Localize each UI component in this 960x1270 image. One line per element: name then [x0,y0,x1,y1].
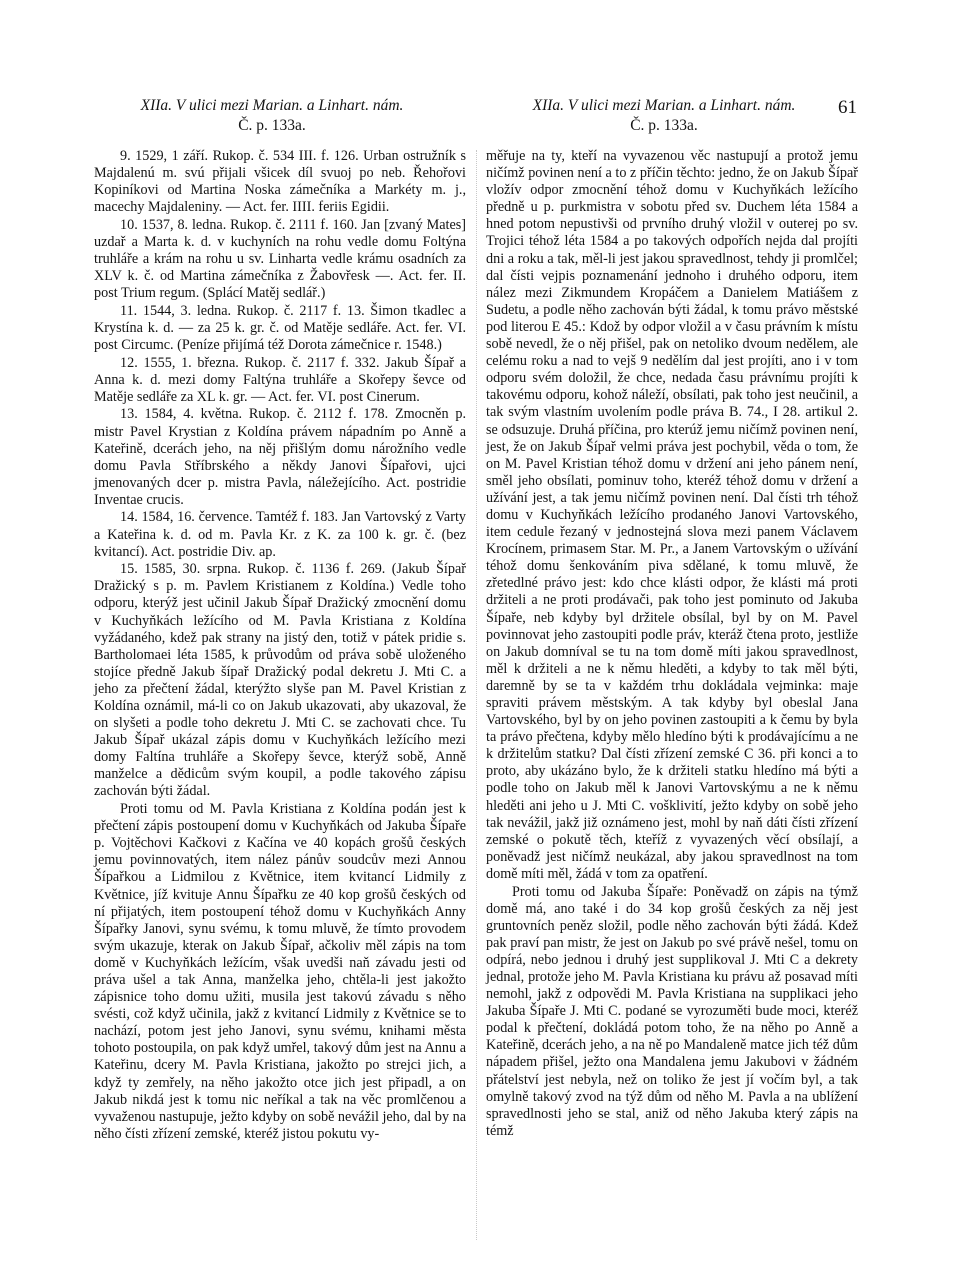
entry-12: 12. 1555, 1. března. Rukop. č. 2117 f. 332. Jakub Šípař a Anna k. d. mezi domy Faltýna truhláře a Skořepy ševce od Matěje sedláře za XL k. gr. — Act. fer. VI. post Cinerum. [94,354,466,405]
running-head-right [484,96,844,136]
right-column [486,148,858,1140]
paragraph-proti-tomu-sipar: Proti tomu od Jakuba Šípaře: Poněvadž on zápis na týmž domě má, ano také i do 34 kop grošů českých za něj jest gruntovních peněz složil, podle něho zachován býti žádá. Kdež pak praví pan mistr, že jest on Jakub po své právě nešel, tomu on odpírá, nebo jednou i druhý jest supplikoval J. Mti C a dekrety jednal, protože jeho M. Pavla Kristiana ku právu až posavad míti nemohl, jakž z odpovědi M. Pavla Kristiana na supplikaci jeho Jakuba Šípaře J. Mti C. podané se vyrozuměti bude moci, kteréž podal k přečtení, dokládá potom toho, že na něho po Anně a Kateřině, dcerách jeho, a na ně po Mandaleně matce jich též dům nápadem přišel, ježto ona Mandalena jemu Jakubovi v žádném přátelství jest nebyla, než on toliko že jest jí vočím byl, a tak omylně takový zvod na týž dům od něho M. Pavla a na ublížení spravedlnosti jeho se stal, aniž od něho Jakuba který zápis na témž [486,883,858,1139]
paragraph-continuation: měřuje na ty, kteří na vyvazenou věc nastupují a protož jemu ničímž povinen není a to z příčin těchto: jedno, že on Jakub Šípař vložív odpor zmocnění téhož domu v Kuchyňkách ležícího předně u p. purkmistra v sobotu před sv. Duchem léta 1584 a hned potom nepustivši od prvního druhý vložil v outerej po sv. Trojici téhož léta 1584 a po takových odpořích nejda dal projíti dni a roku a tak, měl-li jest jakou spravedlnost, tehdy ji promlčel; dal čísti vejpis poznamenání jednoho i druhého odporu, item nález mezi Zikmundem Kropáčem a Danielem Matiášem z Sudetu, a podle něho zachován býti žádal, k tomu právo městské pod literou E 45.: Kdož by odpor vložil a v času právním k místu sobě nevedl, že o něj přišel, pak on netoliko dvoum nedělem, ale celému roku a nad to vejš 9 nedělím dal jest projíti, ano i v tom odporu svém doložil, že chce, nedada času právnímu projíti k takovému odporu, kohož náleží, obsílati, pak toho jest neučinil, a tak svým vlastním uvolením podle práva B. 74., I 28. artikul 2. se odsuzuje. Druhá příčina, pro kterúž jemu ničímž povinen není, jest, že on Jakub Šípař velmi práva jest pochybil, věda o tom, že on M. Pavel Kristian téhož domu v držení ani jeho pánem není, směl jeho obsílati, pominuv toho, kteréž téhož domu v držení a užívání jest, a tak jemu ničímž povinen není. Dal čísti trh téhož domu v Kuchyňkách ležícího prodaného Janovi Vartovského, item cedule řezaný v jednostejná slova mezi panem Václavem Krocínem, primasem Star. M. Pr., a Janem Vartovským o užívání téhož domu šenkováním piva sdělané, k tomu mluvě, že zřetedlné právo jest: kdo chce klásti odpor, že klásti má proti držiteli a ne proti prodávači, pak toho jest pominuto od Jakuba Šípaře, neb kdyby byl držitele obsílal, byl by on M. Pavel povinnovat jeho zastoupiti podle práv, kteráž čtena proto, jestliže on Jakub domníval se tu na tom domě míti jakou spravedlnost, měl k držiteli a ne k němu hleděti, a kdyby to tak měl býti, daremně by se ta v každém trhu dokládala vejminka: maje spraviti právem městským. A tak kdyby byl obeslal Jana Vartovského, byl by on jeho povinen zastoupiti a k čemu by byla ta právo přečtena, kdyby mělo hledíno býti k prodávajícímu a ne k držitelům statku? Dal čísti zřízení zemské C 36. při konci a to proto, aby ukázáno bylo, že k držiteli statku hledíno má býti a podle toho on Jakub měl k Janovi Vartovskýmu a ne k němu hleděti ani jeho u J. Mti C. vošklivití, ježto kdyby on sobě jeho tak nevážil, jakž již oznámeno jest, mohl by naň dáti čísti zřízení zemské o pokutě těch, kteříž z vyvazených věcí obsílají, a poněvadž jest ničímž neukázal, aby jakou spravedlnost na tom domě míti měl, žádá v tom za opatření. [486,148,858,882]
page-header [0,96,960,144]
entry-11: 11. 1544, 3. ledna. Rukop. č. 2117 f. 13. Šimon tkadlec a Krystína k. d. — za 25 k. gr. č. od Matěje sedláře. Act. fer. VI. post Circumc. (Peníze přijímá též Dorota zámečnice r. 1548.) [94,302,466,354]
entry-10: 10. 1537, 8. ledna. Rukop. č. 2111 f. 160. Jan [zvaný Mates] uzdař a Marta k. d. v kuchyních na rohu vedle domu Foltýna truhláře a krám na rohu u sv. Linharta vedle krámu osadních za XLV k. č. od Martina zámečníka z Žabovřesk —. Act. fer. II. post Trium regum. (Splácí Matěj sedlář.) [94,216,466,302]
column-divider [476,150,477,1240]
page-number: 61 [838,97,857,118]
paragraph-proti-tomu-koldin: Proti tomu od M. Pavla Kristiana z Koldína podán jest k přečtení zápis postoupení domu v Kuchyňkách od Jakuba Šípaře p. Vojtěchovi Kačkovi z Kačína ve 40 kopách grošů českých jemu povinnovatých, item nález pánův soudcův mezi Annou Šípařkou a Lidmilou z Květnice, item kvitancí Lidmily z Květnice, jíž kvituje Annu Šípařku ze 40 kop grošů českých od ní přijatých, item postoupení téhož domu v Kuchyňkách Anny Šípařky Janovi, synu svému, k tomu mluvě, že tímto provodem svým ukazuje, kterak on Jakub Šípař, ačkoliv měl zápis na tom domě v Kuchyňkách ležícím, však uvedši naň závadu jesti od práva ušel a tak Anna, manželka jeho, chtěla-li jest jakožto zápisnice toho domu užiti, musila jest takovú závadu s něho svésti, což když učinila, jakž z kvitancí Lidmily z Květnice se to nachází, potom jest jeho Janovi, synu svému, knihami města tohoto postoupila, on pak když umřel, takový dům jest na Annu a Kateřinu, dcery M. Pavla Kristiana, jakožto po strejci jich, a když ty zemřely, na něho jakožto otce jich jest připadl, a on Jakub nikdá jest k tomu nic neříkal a tak na věc promlčenou a vyvaženou nastupuje, ježto kdyby on sobě nevážil jeho, dal by na něho čísti zřízení zemské, kteréž jistou pokutu vy- [94,801,466,1142]
entry-15: 15. 1585, 30. srpna. Rukop. č. 1136 f. 269. (Jakub Šípař Dražický s p. m. Pavlem Kristianem z Koldína.) Vedle toho odporu, kterýž jest učinil Jakub Šípař Dražický zmocnění domu v Kuchyňkách ležícího od M. Pavla Kristiana z Koldína vyžádaného, kdež pak strany na jistý den, totiž v pátek pridie s. Bartholomaei léta 1585, k průvodům od práva sobě uloženého stojíce předně Jakub šípař Dražický podal dekretu J. Mti C. a jeho za přečtení žádal, kterýžto slyše pan M. Pavel Kristian z Koldína oznámil, má-li co on Jakub ukazovati, aby ukazoval, že on slyšeti a podle toho dekretu J. Mti C. se zachovati chce. Tu Jakub Šípař ukázal zápis domu v Kuchyňkách ležícího mezi domy Faltína truhláře a Skořepy ševce, kterýž sobě, Anně manželce a dědicům svým koupil, a podle takového zápisu zachován býti žádal. [94,561,466,800]
entry-13: 13. 1584, 4. května. Rukop. č. 2112 f. 178. Zmocněn p. mistr Pavel Krystian z Koldína právem nápadním po Anně a Kateřině, dcerách jeho, na něj přišlým domu nárožního vedle domu Pavla Stříbrského a někdy Janovi Šípařovi, ujci jmenovaných dcer p. mistra Pavla, náležejícího. Act. postridie Inventae crucis. [94,406,466,508]
running-head-right-subtitle: Č. p. 133a. [630,117,698,134]
running-head-right-title: XIIa. V ulici mezi Marian. a Linhart. nám. [532,97,796,114]
running-head-left-title: XIIa. V ulici mezi Marian. a Linhart. nám. [140,97,404,114]
running-head-left-subtitle: Č. p. 133a. [238,117,306,134]
running-head-left [92,96,452,136]
left-column [94,148,466,1143]
entry-9: 9. 1529, 1 září. Rukop. č. 534 III. f. 126. Urban ostružník s Majdalenú m. svú přijali všicek díl svuoj po neb. Řehořovi Kopiníkovi od Martina Noska zámečníka a Markéty m. j., macechy Majdaleniny. — Act. fer. IIII. feriis Egidii. [94,148,466,216]
entry-14: 14. 1584, 16. července. Tamtéž f. 183. Jan Vartovský z Varty a Kateřina k. d. od m. Pavla Kr. z K. za 100 k. gr. č. (bez kvitancí). Act. postridie Div. ap. [94,509,466,560]
